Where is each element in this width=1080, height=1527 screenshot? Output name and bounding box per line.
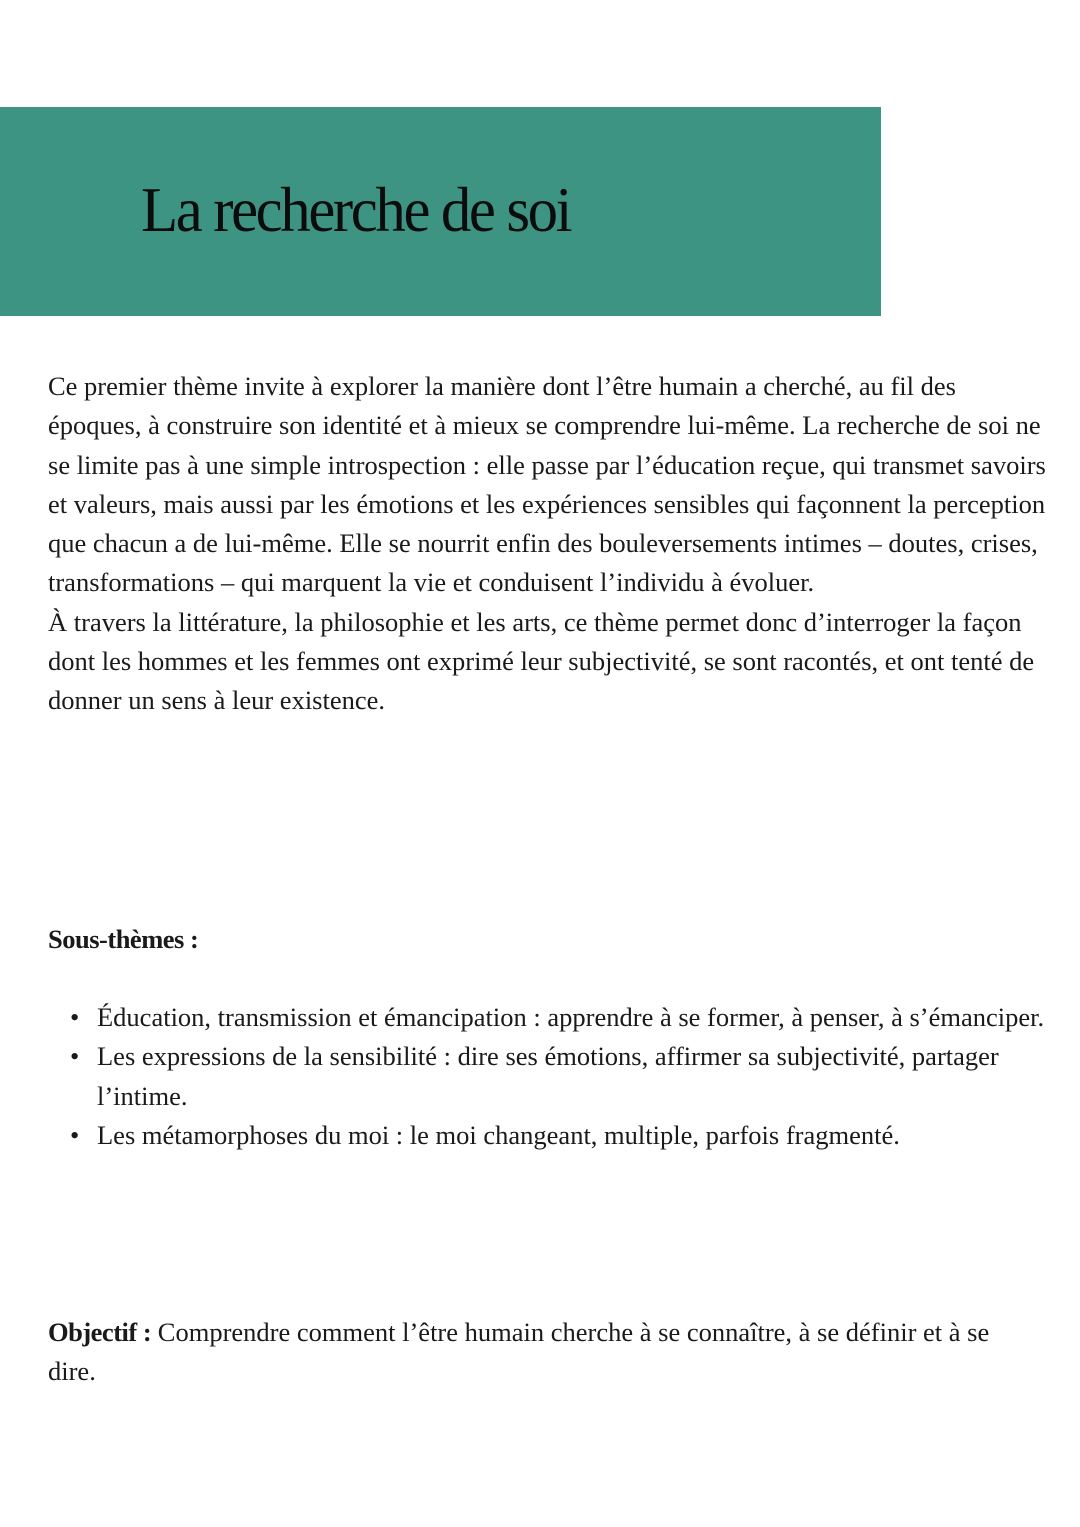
objective-label: Objectif :	[48, 1317, 152, 1347]
bullet-icon: •	[70, 1002, 80, 1032]
objective-text: Comprendre comment l’être humain cherche à se connaître, à se définir et à se dire.	[48, 1317, 990, 1387]
intro-paragraph: Ce premier thème invite à explorer la manière dont l’être humain a cherché, au fil des époques, à construire son identité et à mieux se comprendre lui-même. La recherche de soi ne se limite pas à une simple introspection : elle passe par l’éducation reçue, qui transmet savoirs et valeurs, mais aussi par les émotions et les expériences sensibles qui façonnent la perception que chacun a de lui-même. Elle se nourrit enfin des bouleversements intimes – doutes, crises, transformations – qui marquent la vie et conduisent l’individu à évoluer.	[48, 371, 1046, 598]
intro-paragraph: À travers la littérature, la philosophie et les arts, ce thème permet donc d’interroger la façon dont les hommes et les femmes ont exprimé leur subjectivité, se sont racontés, et ont tenté de donner un sens à leur existence.	[48, 606, 1035, 716]
list-item	[70, 998, 1057, 1037]
subthemes-list	[48, 998, 1057, 1155]
list-item	[70, 1037, 1057, 1116]
bullet-icon: •	[70, 1119, 80, 1150]
page-title: La recherche de soi	[141, 174, 571, 245]
list-item	[70, 1116, 1057, 1155]
list-item-text: Éducation, transmission et émancipation : apprendre à se former, à penser, à s’émanciper.	[97, 1002, 1045, 1032]
bullet-icon: •	[70, 1041, 80, 1072]
intro-section	[48, 367, 1048, 721]
objective-paragraph	[48, 1313, 1028, 1392]
list-item-text: Les expressions de la sensibilité : dire ses émotions, affirmer sa subjectivité, partager l’intime.	[97, 1041, 999, 1111]
list-item-text: Les métamorphoses du moi : le moi changeant, multiple, parfois fragmenté.	[97, 1119, 900, 1150]
subthemes-heading: Sous-thèmes :	[48, 924, 199, 954]
